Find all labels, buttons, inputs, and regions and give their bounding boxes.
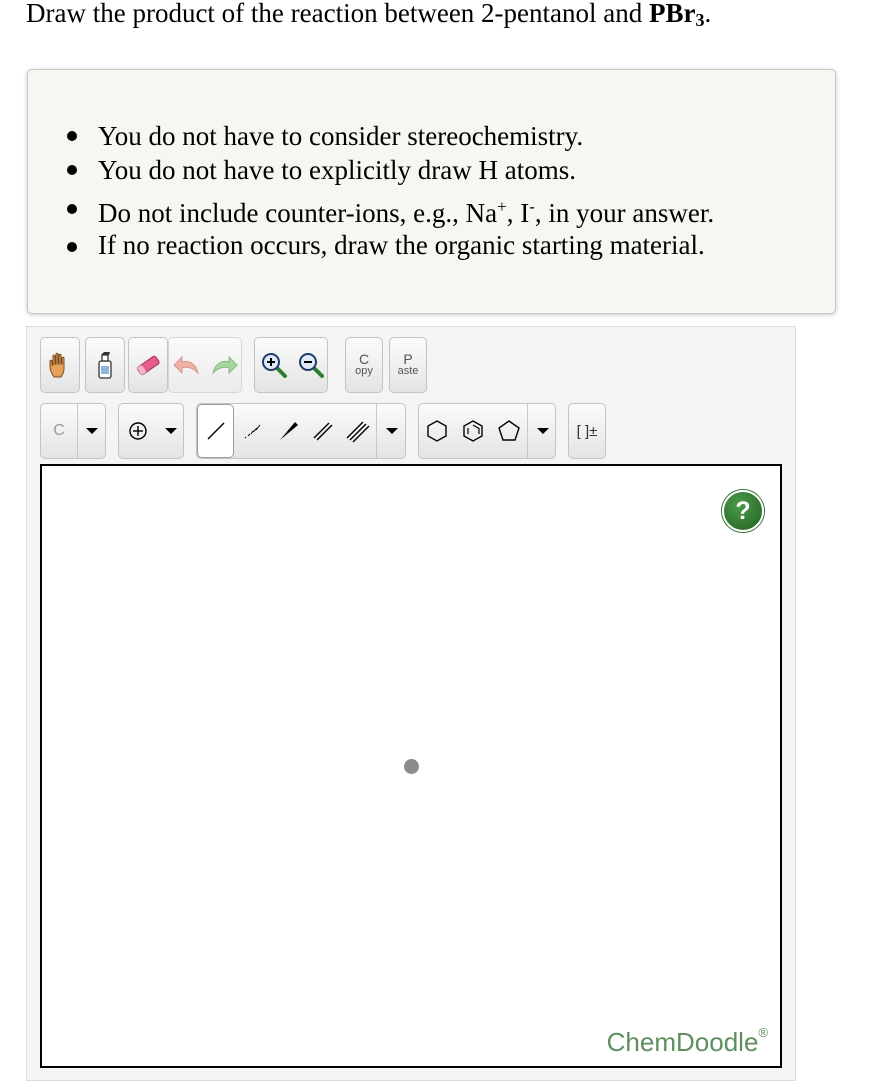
- copy-button[interactable]: [345, 337, 383, 393]
- hand-icon: [47, 351, 73, 379]
- benzene-ring-icon: [460, 418, 486, 444]
- triple-bond-icon: [345, 418, 371, 444]
- wedge-bond-button[interactable]: [270, 404, 306, 458]
- question-text: Draw the product of the reaction between 2-pentanol and PBr$_3$.: [26, 0, 712, 30]
- hashed-bond-icon: [240, 419, 264, 443]
- triple-bond-button[interactable]: [340, 404, 376, 458]
- chevron-down-icon: [165, 428, 177, 434]
- wedge-bond-icon: [276, 419, 300, 443]
- element-selector: [40, 403, 106, 459]
- chevron-down-icon: [386, 428, 398, 434]
- clear-bottle-icon: [95, 350, 115, 380]
- zoom-out-icon: [297, 351, 325, 379]
- redo-icon: [209, 353, 239, 377]
- copy-label: C opy: [355, 351, 373, 377]
- pan-button[interactable]: [40, 337, 80, 393]
- double-bond-icon: [311, 419, 335, 443]
- help-button[interactable]: ?: [722, 490, 764, 532]
- erase-button[interactable]: [128, 337, 168, 393]
- undo-button[interactable]: [169, 338, 205, 392]
- element-dropdown[interactable]: [78, 404, 106, 458]
- paste-button[interactable]: [389, 337, 427, 393]
- instruction-item: You do not have to consider stereochemistry.: [98, 119, 714, 153]
- benzene-button[interactable]: [455, 404, 491, 458]
- charge-selector: [118, 403, 184, 459]
- ring-dropdown[interactable]: [528, 404, 557, 458]
- history-group: [168, 337, 242, 393]
- double-bond-button[interactable]: [306, 404, 340, 458]
- redo-button[interactable]: [205, 338, 243, 392]
- chemdoodle-logo: ChemDoodle®: [606, 1025, 768, 1057]
- canvas-center-dot: [404, 759, 419, 774]
- recessed-bond-button[interactable]: [234, 404, 270, 458]
- bond-dropdown[interactable]: [377, 404, 407, 458]
- charge-dropdown[interactable]: [157, 404, 185, 458]
- question-prefix: Draw the product of the reaction between 2-pentanol and: [26, 0, 650, 28]
- undo-icon: [172, 353, 202, 377]
- instruction-item: Do not include counter-ions, e.g., Na+, I-, in your answer.: [98, 187, 714, 230]
- pentagon-ring-icon: [496, 418, 522, 444]
- plus-charge-icon: [128, 421, 148, 441]
- zoom-out-button[interactable]: [292, 338, 329, 392]
- element-button[interactable]: C: [53, 422, 65, 439]
- bracket-charge-button[interactable]: [ ]±: [568, 403, 606, 459]
- hexagon-ring-icon: [424, 418, 450, 444]
- chevron-down-icon: [86, 428, 98, 434]
- bond-selector: [196, 403, 406, 459]
- instruction-item: If no reaction occurs, draw the organic starting material.: [98, 230, 714, 264]
- zoom-in-button[interactable]: [255, 338, 292, 392]
- instructions-box: [27, 69, 836, 314]
- clear-button[interactable]: [85, 337, 125, 393]
- cyclopentane-button[interactable]: [491, 404, 527, 458]
- drawing-canvas[interactable]: [40, 464, 782, 1068]
- cyclohexane-button[interactable]: [419, 404, 455, 458]
- single-bond-button[interactable]: [197, 404, 234, 458]
- chevron-down-icon: [537, 428, 549, 434]
- reagent-formula: PBr$_3$: [649, 0, 705, 30]
- ring-selector: [418, 403, 556, 459]
- charge-button[interactable]: [119, 404, 157, 458]
- paste-label: P aste: [397, 351, 419, 377]
- zoom-in-icon: [260, 351, 288, 379]
- single-bond-icon: [204, 419, 228, 443]
- instruction-item: You do not have to explicitly draw H atoms.: [98, 153, 714, 187]
- eraser-icon: [134, 353, 162, 377]
- instructions-list: [98, 119, 714, 264]
- zoom-group: [254, 337, 328, 393]
